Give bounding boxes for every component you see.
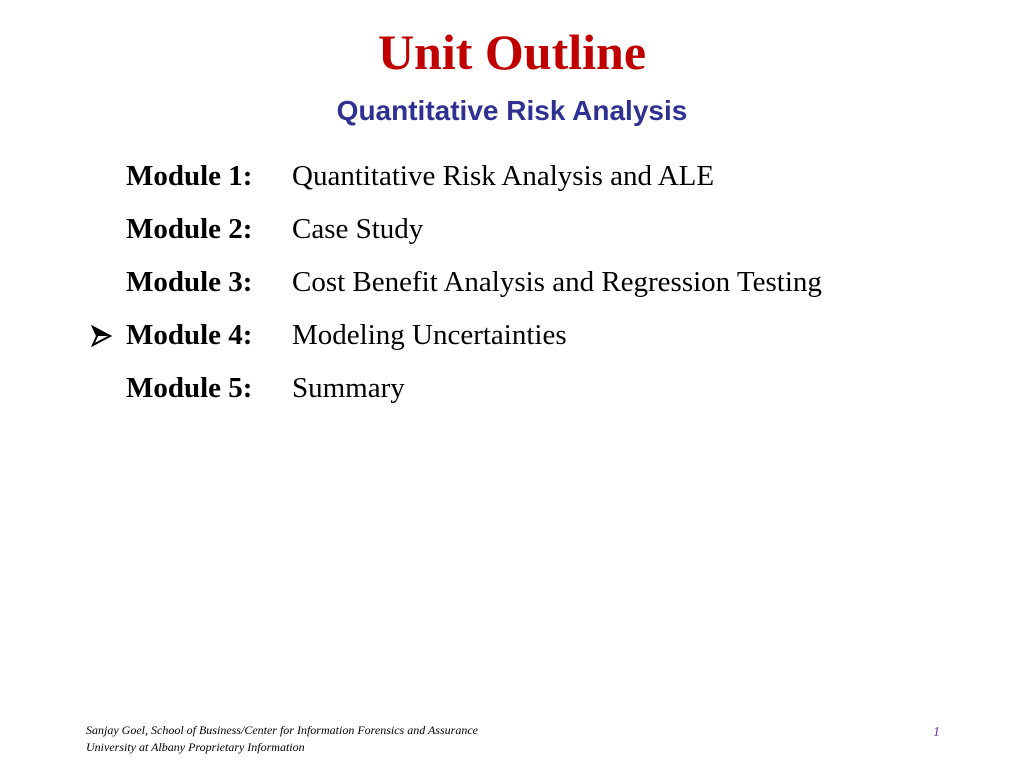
module-title: Modeling Uncertainties bbox=[292, 319, 567, 351]
module-item bbox=[0, 362, 1024, 415]
module-label: Module 2: bbox=[126, 213, 253, 245]
slide-title: Unit Outline bbox=[377, 24, 647, 80]
module-item bbox=[0, 256, 1024, 309]
footer-line-author: Sanjay Goel, School of Business/Center for Information Forensics and Assurance bbox=[86, 723, 478, 737]
module-item bbox=[0, 150, 1024, 203]
footer-line-proprietary: University at Albany Proprietary Information bbox=[86, 740, 305, 754]
slide-footer bbox=[86, 722, 478, 756]
module-title: Quantitative Risk Analysis and ALE bbox=[292, 160, 715, 192]
module-item bbox=[0, 203, 1024, 256]
slide-subtitle: Quantitative Risk Analysis bbox=[336, 95, 688, 126]
arrow-bullet-icon bbox=[86, 309, 116, 362]
module-label: Module 5: bbox=[126, 372, 253, 404]
module-label: Module 3: bbox=[126, 266, 253, 298]
module-label: Module 4: bbox=[126, 319, 253, 351]
module-title: Summary bbox=[292, 372, 405, 404]
module-label: Module 1: bbox=[126, 160, 253, 192]
module-title: Cost Benefit Analysis and Regression Testing bbox=[292, 266, 822, 298]
module-item-current bbox=[0, 309, 1024, 362]
module-list bbox=[0, 150, 1024, 415]
page-number: 1 bbox=[933, 725, 940, 740]
module-title: Case Study bbox=[292, 213, 424, 245]
